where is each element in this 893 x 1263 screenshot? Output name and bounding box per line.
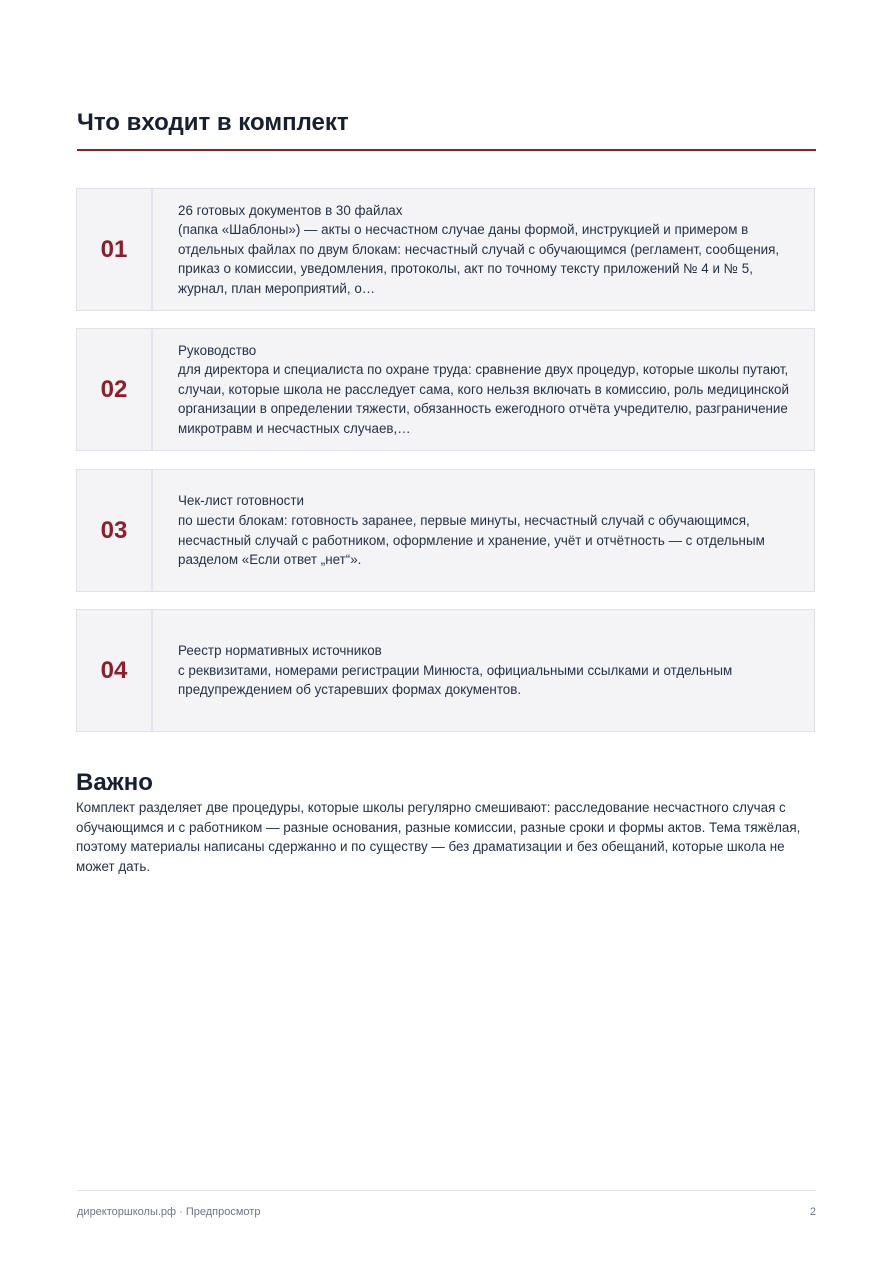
item-number-column [77, 610, 153, 731]
item-body [153, 189, 814, 310]
item-description: для директора и специалиста по охране труда: сравнение двух процедур, которые школы путают, случаи, которые школа не расследует сама, кого нельзя включать в комиссию, роль медицинской организации в определении тяжести, обязанность ежегодного отчёта учредителю, разграничение микротравм и несчастных случаев,… [178, 362, 789, 436]
item-heading: 26 готовых документов в 30 файлах [178, 202, 403, 218]
page-number: 2 [809, 1206, 816, 1218]
kit-item-card [76, 469, 815, 592]
item-heading: Реестр нормативных источников [178, 643, 382, 659]
item-number: 04 [100, 656, 128, 684]
item-body [153, 329, 814, 450]
item-number: 03 [100, 516, 128, 544]
item-number: 01 [100, 235, 128, 263]
item-description: по шести блокам: готовность заранее, первые минуты, несчастный случай с обучающимся, несчастный случай с работником, оформление и хранение, учёт и отчётность — с отдельным разделом «Если ответ „нет“». [178, 512, 765, 568]
kit-item-card [76, 188, 815, 311]
item-description: (папка «Шаблоны») — акты о несчастном случае даны формой, инструкцией и примером в отдельных файлах по двум блокам: несчастный случай с обучающимся (регламент, сообщения, приказ о комиссии, уведомления, протоколы, акт по точному тексту приложений № 4 и № 5, журнал, план мероприятий, о… [178, 222, 780, 296]
important-paragraph: Комплект разделяет две процедуры, которые школы регулярно смешивают: расследование несчастного случая с обучающимся и с работником — разные основания, разные комиссии, разные сроки и формы актов. Тема тяжёлая, поэтому материалы написаны сдержанно и по существу — без драматизации и без обещаний, которые школа не может дать. [76, 800, 801, 874]
kit-item-card [76, 328, 815, 451]
title-divider [77, 149, 816, 151]
kit-item-card [76, 609, 815, 732]
item-description: с реквизитами, номерами регистрации Минюста, официальными ссылками и отдельным предупреждением об устаревших формах документов. [178, 662, 733, 698]
item-number-column [77, 189, 153, 310]
item-number-column [77, 470, 153, 591]
item-heading: Руководство [178, 342, 257, 358]
item-body [153, 470, 814, 591]
important-heading: Важно [76, 769, 153, 796]
footer-site-label: директоршколы.рф · Предпросмотр [77, 1206, 261, 1218]
item-heading: Чек-лист готовности [178, 493, 304, 509]
footer-divider [77, 1190, 816, 1191]
item-number-column [77, 329, 153, 450]
page-title: Что входит в комплект [77, 109, 349, 136]
item-number: 02 [100, 375, 128, 403]
item-body [153, 610, 814, 731]
